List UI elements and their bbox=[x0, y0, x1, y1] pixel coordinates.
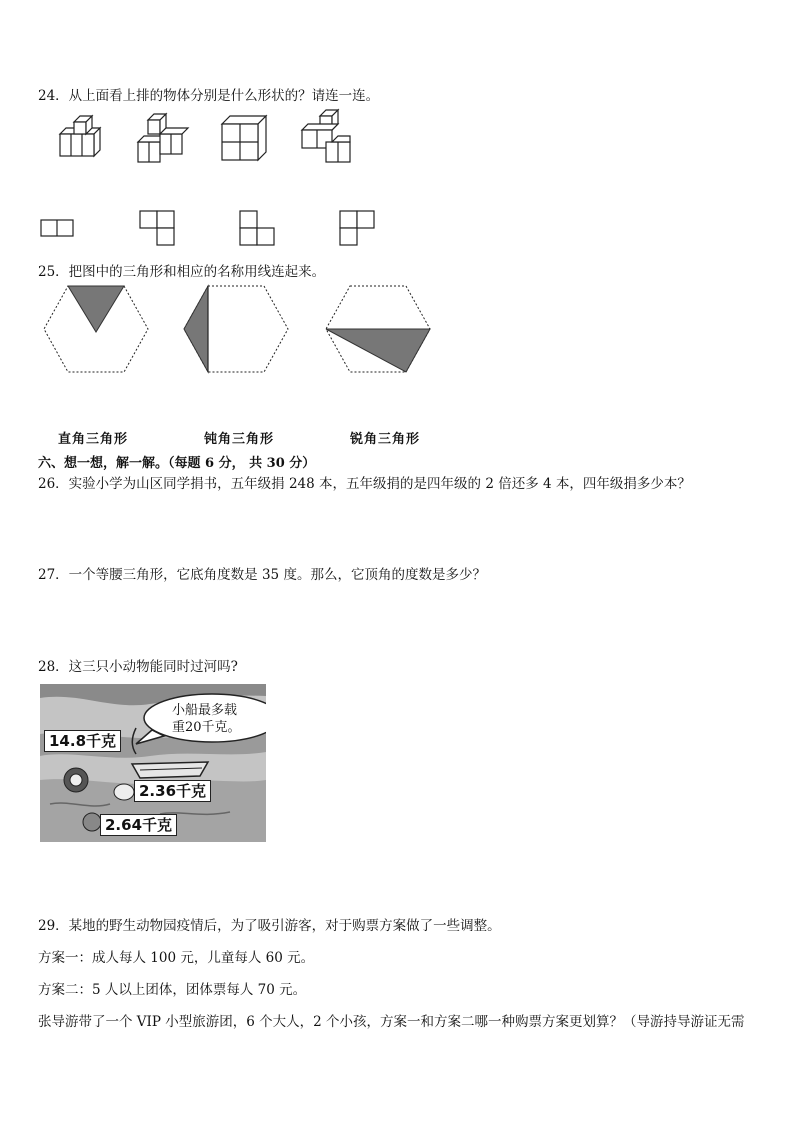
label-right-triangle: 直角三角形 bbox=[58, 432, 129, 447]
question-28: 28．这三只小动物能同时过河吗? bbox=[38, 659, 238, 675]
hexagon-obtuse-triangle bbox=[322, 282, 434, 376]
label-obtuse-triangle: 钝角三角形 bbox=[204, 432, 275, 447]
top-view-shape-1 bbox=[40, 218, 76, 240]
cube-figure-3 bbox=[218, 112, 270, 164]
top-view-shape-3 bbox=[238, 208, 278, 248]
cube-figure-4 bbox=[298, 106, 356, 164]
cube-figure-1 bbox=[52, 112, 108, 162]
weight-label-3: 2.64千克 bbox=[100, 814, 177, 836]
section-heading: 六、想一想，解一解。（每题 6 分， 共 30 分） bbox=[38, 456, 316, 471]
hexagon-right-triangle bbox=[180, 282, 292, 376]
plan-2: 方案二：5 人以上团体，团体票每人 70 元。 bbox=[38, 982, 307, 998]
bubble-line-1: 小船最多载 bbox=[172, 703, 238, 718]
question-25: 25．把图中的三角形和相应的名称用线连起来。 bbox=[38, 264, 326, 280]
plan-1: 方案一：成人每人 100 元，儿童每人 60 元。 bbox=[38, 950, 315, 966]
weight-label-2: 2.36千克 bbox=[134, 780, 211, 802]
cube-figure-2 bbox=[134, 112, 190, 164]
bubble-line-2: 重20千克。 bbox=[172, 720, 241, 735]
top-view-shape-2 bbox=[138, 208, 178, 248]
river-scene-illustration bbox=[40, 684, 266, 842]
question-29-prompt: 张导游带了一个 VIP 小型旅游团，6 个大人，2 个小孩，方案一和方案二哪一种购票方案更划算？（导游持导游证无需 bbox=[38, 1014, 745, 1030]
question-24: 24．从上面看上排的物体分别是什么形状的？请连一连。 bbox=[38, 88, 380, 104]
question-27: 27．一个等腰三角形，它底角度数是 35 度。那么，它顶角的度数是多少？ bbox=[38, 567, 486, 583]
question-29: 29．某地的野生动物园疫情后，为了吸引游客，对于购票方案做了一些调整。 bbox=[38, 918, 501, 934]
hexagon-acute-triangle bbox=[40, 282, 152, 376]
question-26: 26．实验小学为山区同学捐书，五年级捐 248 本，五年级捐的是四年级的 2 倍还多 4 本，四年级捐多少本？ bbox=[38, 476, 691, 492]
label-acute-triangle: 锐角三角形 bbox=[350, 432, 421, 447]
weight-label-1: 14.8千克 bbox=[44, 730, 121, 752]
top-view-shape-4 bbox=[338, 208, 378, 248]
